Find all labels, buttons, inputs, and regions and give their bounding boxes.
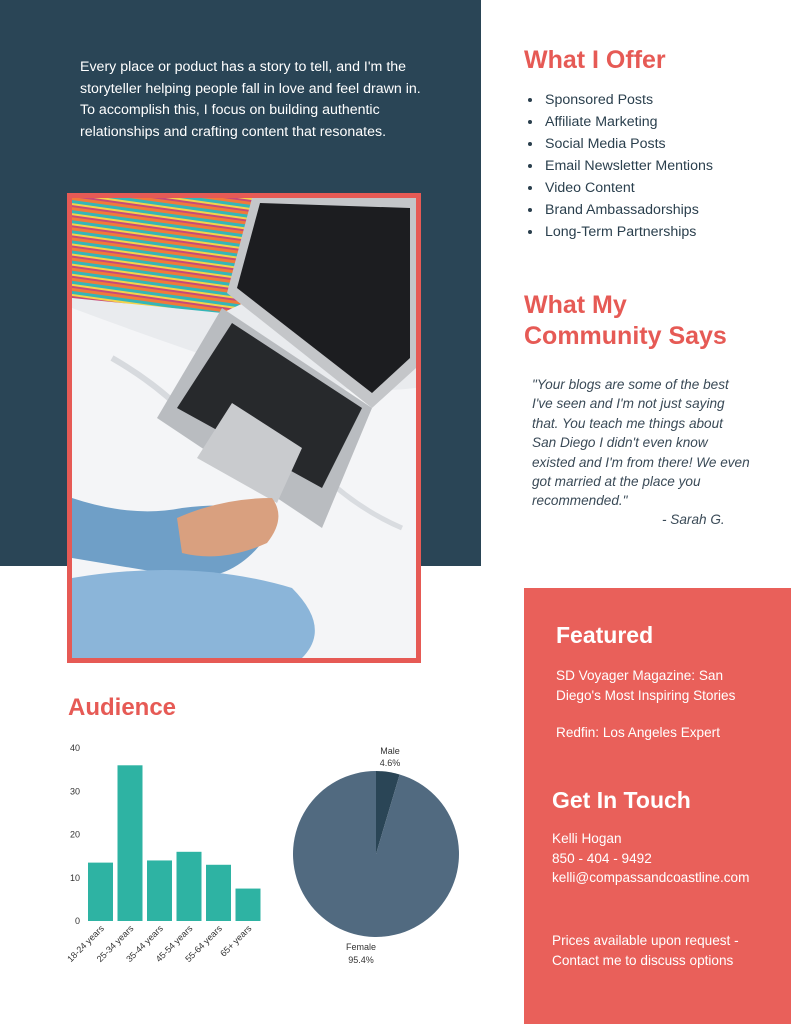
gender-pie-chart <box>288 740 468 970</box>
y-tick-label: 0 <box>74 916 80 926</box>
featured-item: Redfin: Los Angeles Expert <box>556 725 720 740</box>
photo-illustration <box>72 198 416 658</box>
pie-value-label: 4.6% <box>379 758 401 768</box>
bar <box>147 860 172 921</box>
bar <box>118 765 143 921</box>
offer-item: • Sponsored Posts <box>543 89 713 111</box>
offer-item: • Video Content <box>543 177 713 199</box>
x-tick-label: 25-34 years <box>94 923 136 965</box>
laptop-on-bed-photo <box>72 198 416 658</box>
age-bar-chart-svg <box>60 740 290 980</box>
y-tick-label: 10 <box>69 872 80 883</box>
intro-text: Every place or poduct has a story to tell, and I'm the storyteller helping people fall in love and feel drawn in. To accomplish this, I focus on building authentic relationships and crafting content that resonates. <box>80 59 421 140</box>
featured-item: SD Voyager Magazine: San Diego's Most Inspiring Stories <box>556 668 736 703</box>
bar <box>236 889 261 921</box>
testimonial-author: - Sarah G. <box>662 512 725 527</box>
contact-phone[interactable]: 850 - 404 - 9492 <box>552 851 652 866</box>
bar <box>88 863 113 921</box>
x-tick-label: 45-54 years <box>153 923 195 965</box>
featured-title: Featured <box>556 622 654 648</box>
gender-pie-chart-svg <box>288 740 468 970</box>
audience-title: Audience <box>68 694 177 721</box>
pricing-note: Prices available upon request - Contact me to discuss options <box>552 933 739 968</box>
offer-item: • Email Newsletter Mentions <box>543 155 713 177</box>
pie-value-label: 95.4% <box>348 955 374 965</box>
pie-label: Female <box>345 942 377 952</box>
y-tick-label: 20 <box>69 829 80 840</box>
offer-item: • Brand Ambassadorships <box>543 199 713 221</box>
y-tick-label: 30 <box>69 786 80 797</box>
photo-frame <box>67 193 421 663</box>
bar <box>177 852 202 921</box>
y-tick-label: 40 <box>69 743 80 753</box>
x-tick-label: 55-64 years <box>183 923 224 965</box>
bar <box>206 865 231 921</box>
x-tick-label: 18-24 years <box>65 923 106 965</box>
contact-email[interactable]: kelli@compassandcoastline.com <box>552 870 750 885</box>
pie-slice <box>293 771 459 937</box>
offer-title: What I Offer <box>524 46 666 74</box>
pie-label: Male <box>380 746 400 756</box>
community-title-line2: Community Says <box>524 322 727 350</box>
age-bar-chart <box>60 740 290 980</box>
offer-item: • Affiliate Marketing <box>543 111 713 133</box>
offer-item: • Long-Term Partnerships <box>543 221 713 243</box>
contact-name: Kelli Hogan <box>552 831 622 846</box>
testimonial-quote: "Your blogs are some of the best I've seen and I'm not just saying that. You teach me things about San Diego I didn't even know existed and I'm from there! We even got married at the place you recommended." <box>532 377 750 509</box>
offer-list <box>528 89 713 243</box>
offer-item: • Social Media Posts <box>543 133 713 155</box>
x-tick-label: 35-44 years <box>124 923 165 965</box>
community-title-line1: What My <box>524 291 627 319</box>
community-title <box>524 290 727 352</box>
contact-title: Get In Touch <box>552 787 691 813</box>
x-tick-label: 65+ years <box>218 923 254 959</box>
